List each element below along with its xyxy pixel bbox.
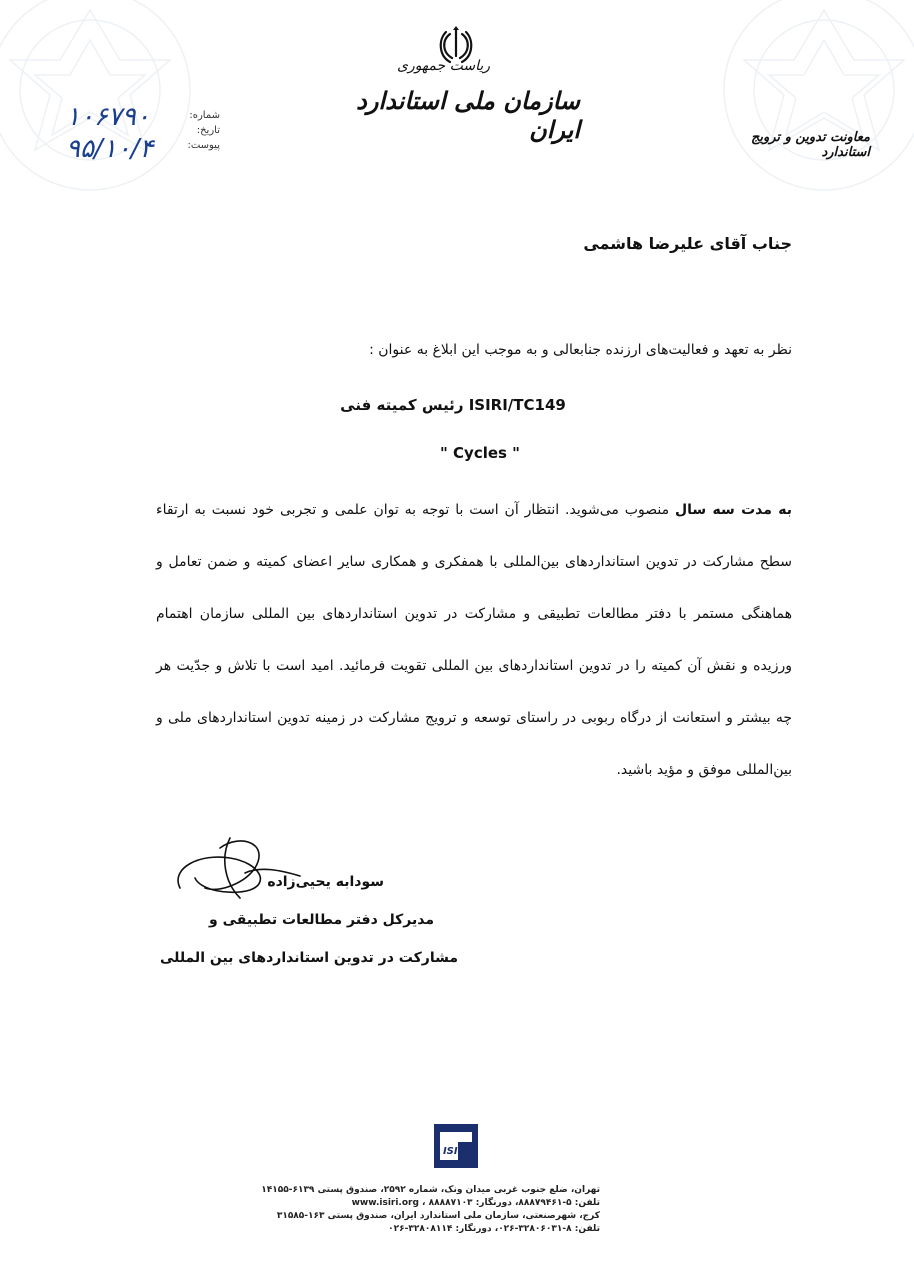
term-duration: به مدت سه سال xyxy=(675,502,793,518)
footer-line-3: کرج، شهرصنعتی، سازمان ملی استاندارد ایران، صندوق پستی ۱۶۳-۳۱۵۸۵ xyxy=(276,1211,600,1221)
isiri-logo-icon xyxy=(428,1118,484,1174)
department-name: معاونت تدوین و ترویج استاندارد xyxy=(750,130,870,160)
role-title: رئیس کمیته فنی xyxy=(340,396,464,414)
signatory-name: سودابه یحیی‌زاده xyxy=(267,874,384,890)
footer-address xyxy=(261,1184,600,1236)
signatory-title-line1: مدیرکل دفتر مطالعات تطبیقی و xyxy=(209,912,434,928)
recipient: جناب آقای علیرضا هاشمی xyxy=(583,234,792,253)
svg-text:ISIRI: ISIRI xyxy=(442,1146,470,1157)
letter-date: ۹۵/۱۰/۴ xyxy=(66,134,154,164)
committee-code: ISIRI/TC149 xyxy=(468,396,566,414)
body-paragraph: منصوب می‌شوید. انتظار آن است با توجه به توان علمی و تجربی خود نسبت به ارتقاء سطح مشارکت در تدوین استانداردهای بین‌المللی با همفکری و همکاری سایر اعضای کمیته و ضمن تعامل و هماهنگی مستمر با دفتر مطالعات تطبیقی و مشارکت در تدوین استانداردهای بین المللی سازمان اهتمام ورزیده و نقش آن کمیته را در تدوین استانداردهای بین المللی تقویت فرمائید. امید است با تلاش و جدّیت هر چه بیشتر و استعانت از درگاه ربوبی در راستای توسعه و ترویج مشارکت در زمینه تدوین استانداردهای ملی و بین‌المللی موفق و مؤید باشید. xyxy=(156,502,792,778)
date-label: تاریخ: xyxy=(196,125,220,136)
handwritten-signature xyxy=(160,828,330,908)
organization-name: سازمان ملی استاندارد ایران xyxy=(356,86,580,144)
presidency-subtitle: ریاست جمهوری xyxy=(396,58,490,74)
number-label: شماره: xyxy=(189,110,220,121)
appointment-role xyxy=(0,396,914,414)
letter-number: ۱۰۶۷۹۰ xyxy=(66,102,150,132)
letter-body xyxy=(156,484,792,796)
watermark-pattern-right xyxy=(704,0,914,240)
intro-line: نظر به تعهد و فعالیت‌های ارزنده جنابعالی و به موجب این ابلاغ به عنوان : xyxy=(369,342,792,358)
letter-meta-labels xyxy=(175,108,220,153)
footer-line-1: تهران، ضلع جنوب غربی میدان ونک، شماره ۲۵۹۲، صندوق پستی ۶۱۳۹-۱۴۱۵۵ xyxy=(261,1185,600,1195)
footer-line-2: تلفن: ۵-۸۸۸۷۹۴۶۱، دورنگار: ۸۸۸۸۷۱۰۳ ، www.isiri.org xyxy=(351,1198,600,1208)
committee-name: " Cycles " xyxy=(440,444,520,462)
signatory-title-line2: مشارکت در تدوین استانداردهای بین المللی xyxy=(159,950,458,966)
attachment-label: پیوست: xyxy=(187,140,220,151)
footer-line-4: تلفن: ۸-۳۲۸۰۶۰۳۱-۰۲۶، دورنگار: ۳۲۸۰۸۱۱۴-۰۲۶ xyxy=(388,1224,600,1234)
